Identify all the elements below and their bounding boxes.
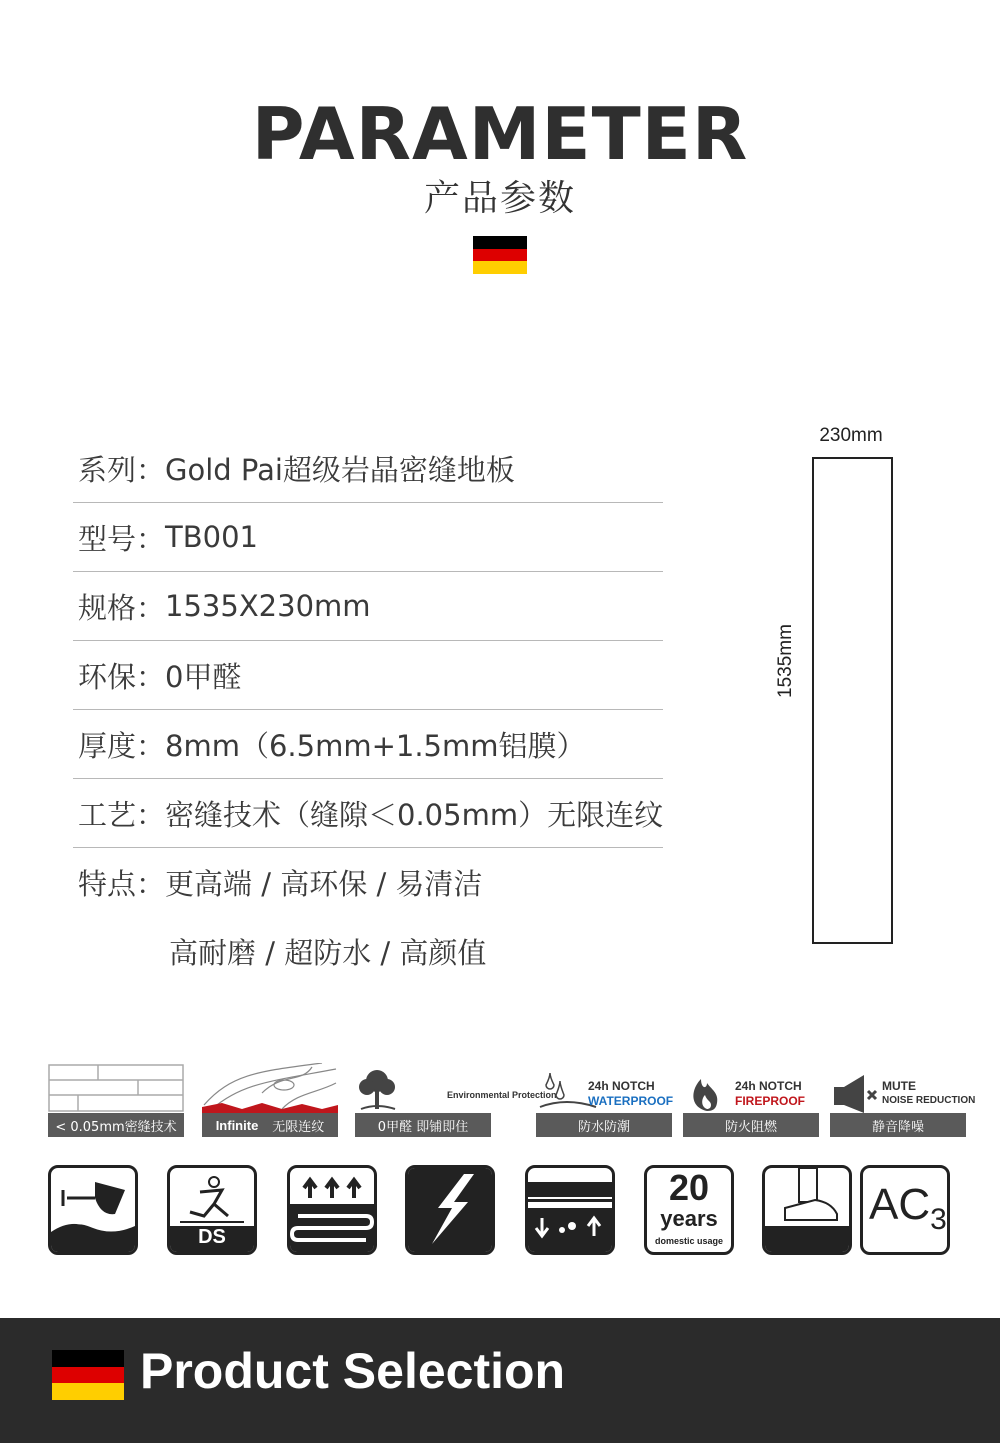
spec-value: Gold Pai超级岩晶密缝地板	[165, 452, 515, 487]
footer-banner	[0, 1318, 1000, 1443]
ac-label: AC	[869, 1180, 931, 1229]
german-flag-icon	[52, 1350, 124, 1400]
spec-label: 规格：	[78, 590, 166, 625]
badge-caption-bar	[202, 1113, 338, 1137]
spec-row-features-cont	[73, 917, 663, 986]
spec-value: 更高端 / 高环保 / 易清洁	[165, 867, 483, 901]
wear-resistant-shoe-icon	[762, 1165, 852, 1255]
badge-top-text-2: WATERPROOF	[588, 1094, 674, 1108]
badge-caption: 防火阻燃	[683, 1113, 819, 1137]
spec-row-size	[73, 572, 663, 641]
badge-caption: 0甲醛 即铺即住	[355, 1113, 491, 1137]
badge-eco	[355, 1063, 557, 1137]
badge-fireproof	[683, 1063, 819, 1137]
spec-value: 密缝技术（缝隙＜0.05mm）无限连纹	[165, 797, 664, 832]
page-subtitle: 产品参数	[423, 178, 576, 219]
spec-label: 特点：	[78, 867, 166, 901]
badge-waterproof	[536, 1063, 672, 1137]
spec-row-eco	[73, 641, 663, 710]
spec-value: 0甲醛	[165, 659, 242, 694]
spec-row-craft	[73, 779, 663, 848]
footer-title: Product Selection	[140, 1343, 566, 1399]
spec-row-thickness	[73, 710, 663, 779]
floor-heating-icon	[287, 1165, 377, 1255]
warranty-number: 20	[668, 1167, 710, 1208]
anti-slip-ds-icon	[167, 1165, 257, 1255]
warranty-unit: years	[660, 1206, 718, 1231]
seam-boards-icon	[48, 1063, 184, 1113]
badge-infinite-grain	[202, 1063, 338, 1137]
spec-value: 8mm（6.5mm+1.5mm铝膜）	[165, 728, 586, 763]
spec-label: 系列：	[78, 452, 166, 487]
badge-caption: 静音降噪	[830, 1113, 966, 1137]
impact-resistant-icon	[405, 1165, 495, 1255]
warranty-note: domestic usage	[654, 1236, 724, 1246]
german-flag-icon	[473, 236, 527, 274]
spec-list	[73, 434, 663, 986]
badge-tight-seam	[48, 1063, 184, 1137]
plank-outline	[812, 457, 893, 944]
spec-label: 厚度：	[78, 728, 166, 763]
tree-icon	[355, 1063, 491, 1113]
page-title: PARAMETER	[251, 92, 749, 176]
spec-value: 高耐磨 / 超防水 / 高颜值	[169, 936, 487, 970]
spec-value: TB001	[165, 520, 258, 554]
badge-caption: < 0.05mm密缝技术	[48, 1113, 184, 1137]
warranty-20-years-icon	[644, 1165, 734, 1255]
dimension-width-label: 230mm	[819, 425, 883, 446]
badge-top-text-2: NOISE REDUCTION	[882, 1095, 976, 1106]
spec-row-series	[73, 434, 663, 503]
spec-label: 工艺：	[78, 797, 166, 832]
badge-top-text: Environmental Protection	[447, 1090, 557, 1100]
badge-top-text: MUTE	[882, 1079, 916, 1093]
ac3-icon	[860, 1165, 950, 1255]
dimension-length-label: 1535mm	[775, 624, 796, 698]
spec-row-features	[73, 848, 663, 917]
badge-top-text-2: FIREPROOF	[735, 1094, 806, 1108]
spec-value: 1535X230mm	[165, 589, 371, 623]
ds-label: DS	[198, 1226, 226, 1248]
badge-top-text: 24h NOTCH	[588, 1079, 655, 1093]
wood-grain-icon	[202, 1063, 338, 1113]
ac-sub: 3	[930, 1202, 947, 1236]
spec-row-model	[73, 503, 663, 572]
badge-caption-en: Infinite	[215, 1117, 259, 1133]
stain-resistant-glass-icon	[48, 1165, 138, 1255]
spec-label: 环保：	[78, 659, 166, 694]
spec-label: 型号：	[78, 521, 166, 556]
badge-mute	[830, 1063, 976, 1137]
moisture-proof-icon	[525, 1165, 615, 1255]
badge-caption: 防水防潮	[536, 1113, 672, 1137]
badge-caption: 无限连纹	[272, 1119, 325, 1135]
badge-top-text: 24h NOTCH	[735, 1079, 802, 1093]
